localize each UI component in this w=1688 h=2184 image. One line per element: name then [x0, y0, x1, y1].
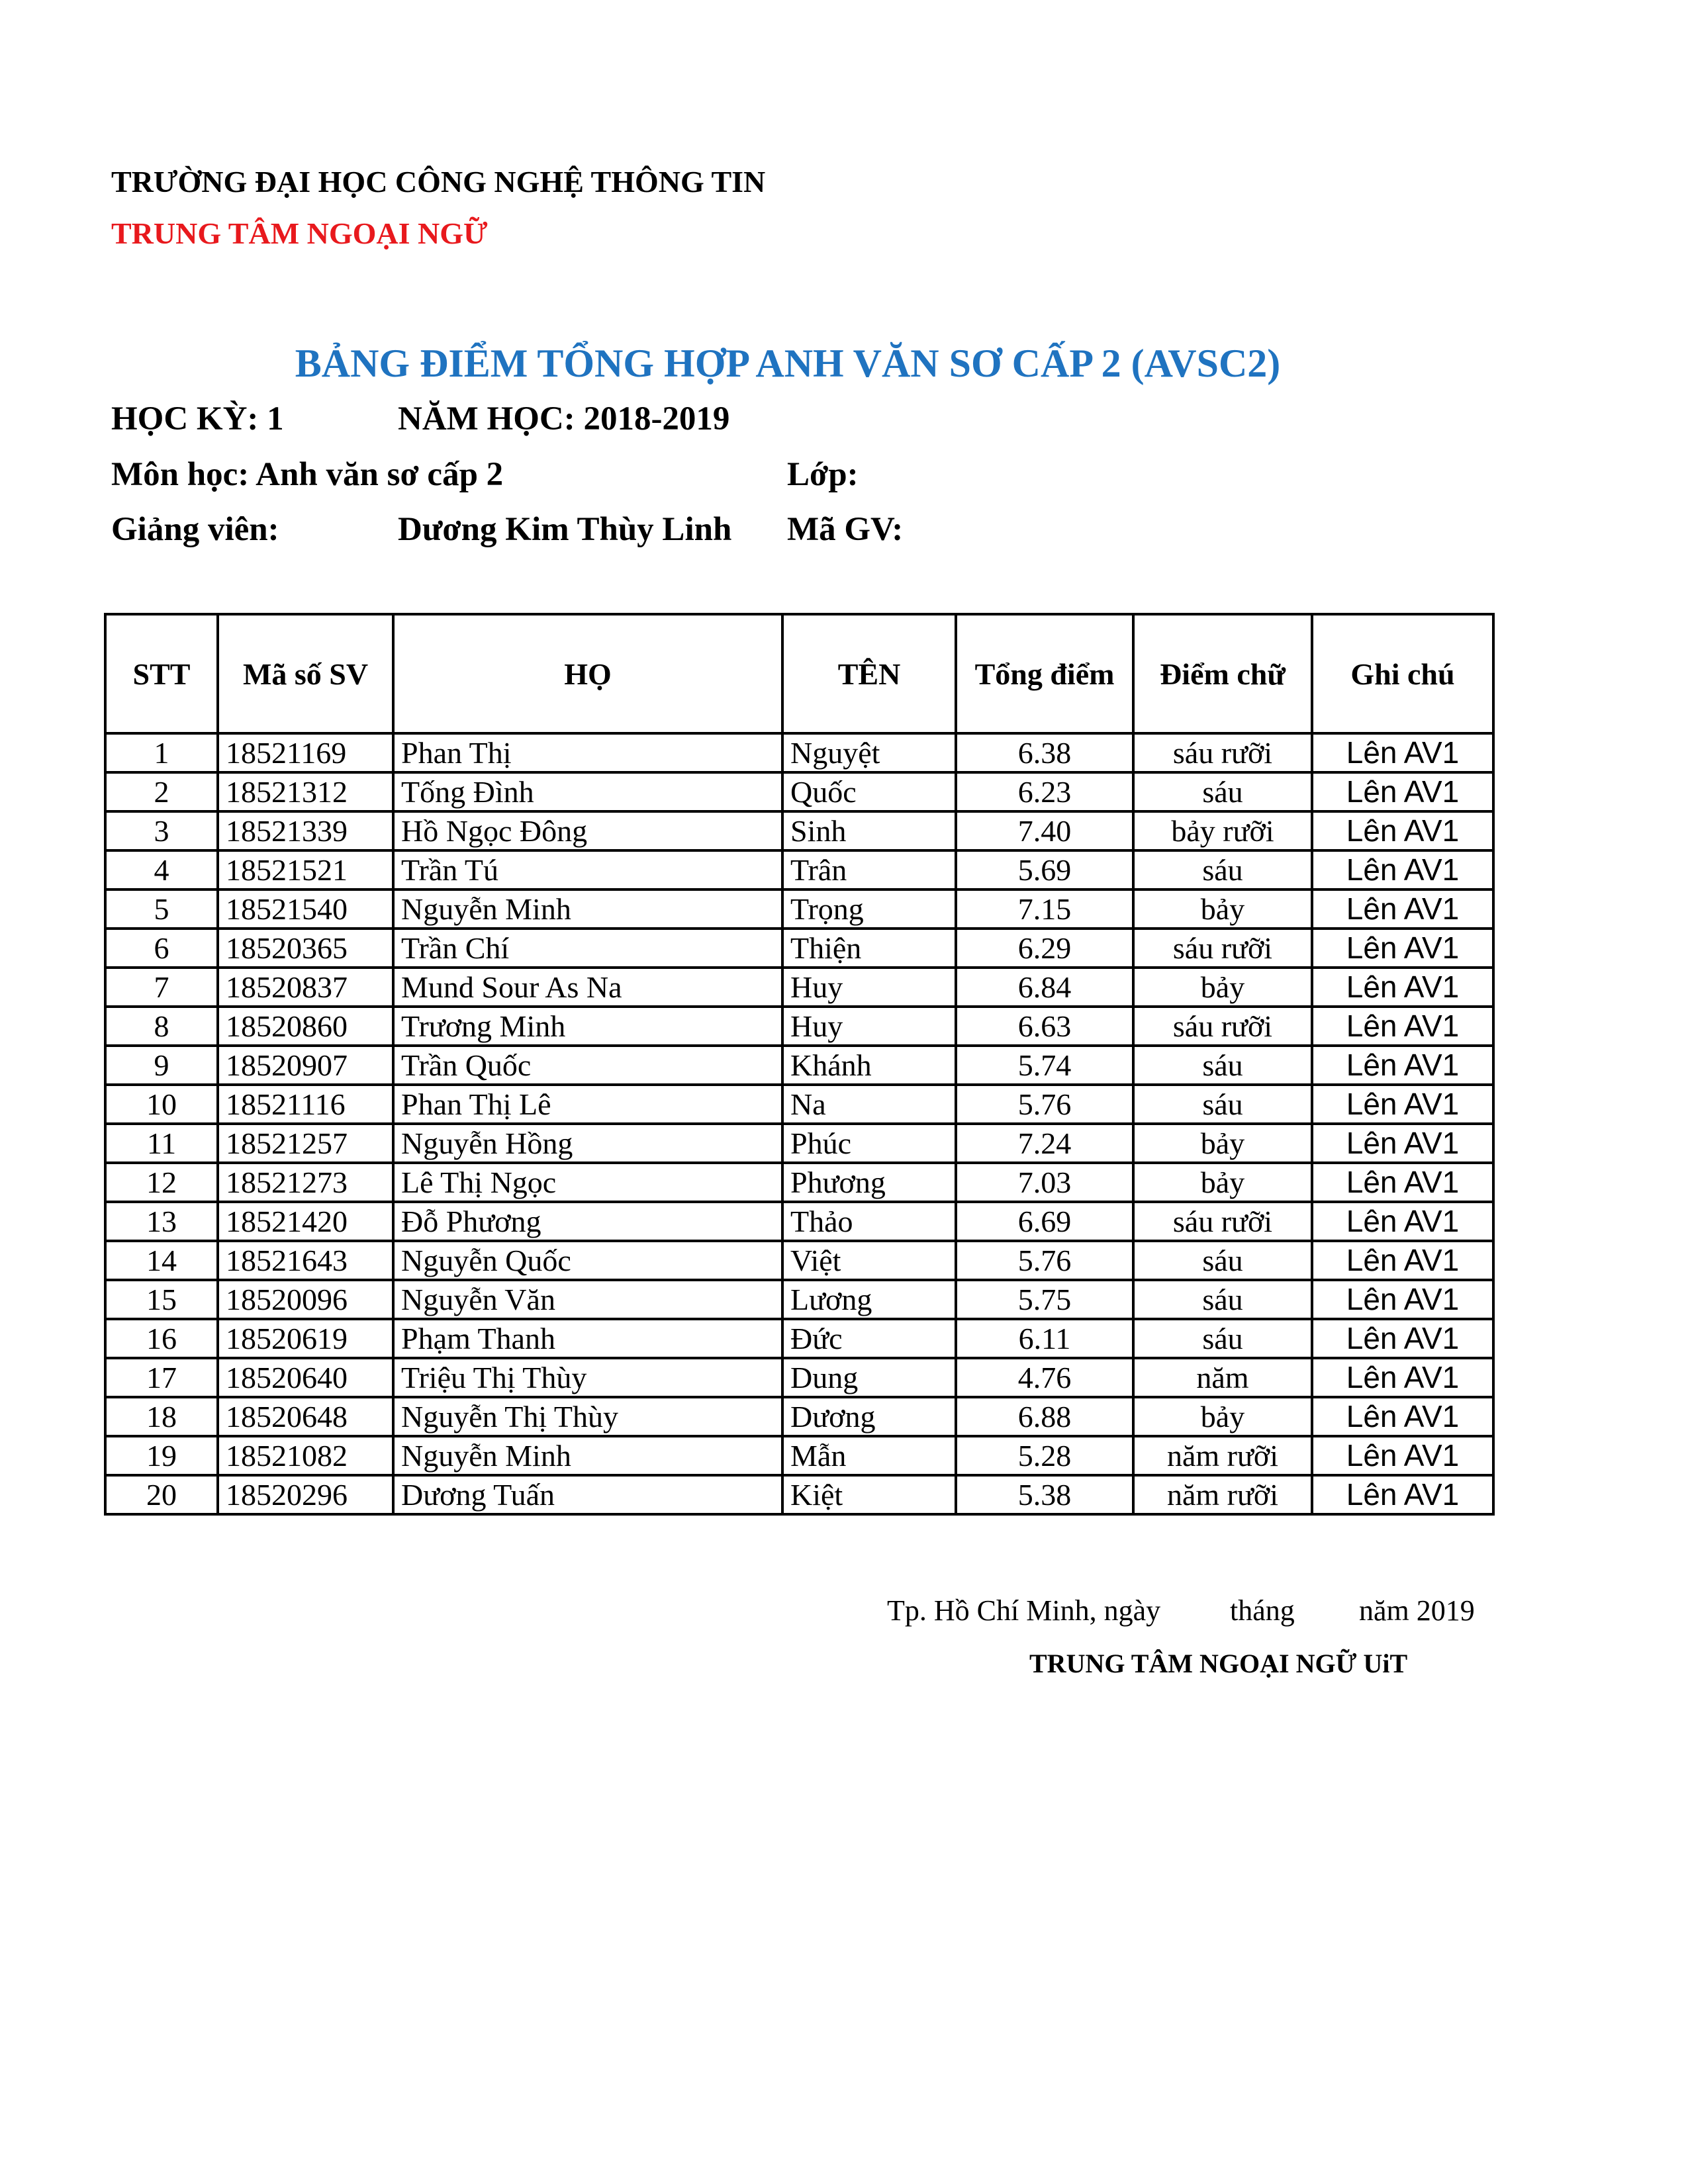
- cell-last-name: Phan Thị Lê: [393, 1085, 782, 1124]
- cell-student-id: 18520296: [218, 1475, 393, 1514]
- lecturer-name: Dương Kim Thùy Linh: [398, 511, 732, 548]
- cell-note: Lên AV1: [1312, 1475, 1493, 1514]
- cell-total-score: 6.23: [956, 772, 1133, 811]
- table-row: [105, 1436, 1493, 1475]
- cell-last-name: Nguyễn Quốc: [393, 1241, 782, 1280]
- center-name: TRUNG TÂM NGOẠI NGỮ: [111, 216, 488, 250]
- cell-student-id: 18521339: [218, 811, 393, 850]
- cell-total-score: 4.76: [956, 1358, 1133, 1397]
- cell-total-score: 6.63: [956, 1007, 1133, 1046]
- cell-stt: 13: [105, 1202, 218, 1241]
- cell-student-id: 18520096: [218, 1280, 393, 1319]
- cell-score-words: sáu rưỡi: [1133, 1202, 1312, 1241]
- cell-first-name: Thảo: [782, 1202, 956, 1241]
- cell-last-name: Nguyễn Văn: [393, 1280, 782, 1319]
- cell-student-id: 18521257: [218, 1124, 393, 1163]
- cell-stt: 6: [105, 929, 218, 968]
- cell-last-name: Nguyễn Minh: [393, 1436, 782, 1475]
- page-title: BẢNG ĐIỂM TỔNG HỢP ANH VĂN SƠ CẤP 2 (AVSC2): [295, 341, 1281, 385]
- cell-first-name: Phương: [782, 1163, 956, 1202]
- cell-total-score: 5.74: [956, 1046, 1133, 1085]
- cell-score-words: sáu: [1133, 772, 1312, 811]
- cell-stt: 20: [105, 1475, 218, 1514]
- cell-student-id: 18520860: [218, 1007, 393, 1046]
- cell-last-name: Trần Quốc: [393, 1046, 782, 1085]
- cell-student-id: 18520640: [218, 1358, 393, 1397]
- cell-stt: 19: [105, 1436, 218, 1475]
- table-row: [105, 1397, 1493, 1436]
- cell-total-score: 6.11: [956, 1319, 1133, 1358]
- cell-note: Lên AV1: [1312, 1046, 1493, 1085]
- cell-note: Lên AV1: [1312, 968, 1493, 1007]
- table-row: [105, 1280, 1493, 1319]
- cell-first-name: Quốc: [782, 772, 956, 811]
- cell-stt: 10: [105, 1085, 218, 1124]
- cell-stt: 18: [105, 1397, 218, 1436]
- cell-first-name: Nguyệt: [782, 733, 956, 772]
- cell-note: Lên AV1: [1312, 1085, 1493, 1124]
- cell-first-name: Đức: [782, 1319, 956, 1358]
- cell-total-score: 6.84: [956, 968, 1133, 1007]
- cell-score-words: bảy: [1133, 968, 1312, 1007]
- cell-stt: 12: [105, 1163, 218, 1202]
- footer-date-place: Tp. Hồ Chí Minh, ngày: [887, 1594, 1161, 1627]
- cell-note: Lên AV1: [1312, 1358, 1493, 1397]
- cell-score-words: sáu: [1133, 850, 1312, 889]
- cell-note: Lên AV1: [1312, 929, 1493, 968]
- cell-last-name: Dương Tuấn: [393, 1475, 782, 1514]
- cell-student-id: 18521521: [218, 850, 393, 889]
- cell-student-id: 18521273: [218, 1163, 393, 1202]
- table-row: [105, 1124, 1493, 1163]
- table-row: [105, 811, 1493, 850]
- table-row: [105, 929, 1493, 968]
- cell-stt: 15: [105, 1280, 218, 1319]
- cell-total-score: 7.24: [956, 1124, 1133, 1163]
- cell-last-name: Mund Sour As Na: [393, 968, 782, 1007]
- cell-note: Lên AV1: [1312, 1397, 1493, 1436]
- cell-score-words: bảy rưỡi: [1133, 811, 1312, 850]
- cell-note: Lên AV1: [1312, 1436, 1493, 1475]
- header-total-score: Tổng điểm: [956, 614, 1133, 733]
- cell-student-id: 18521312: [218, 772, 393, 811]
- cell-last-name: Tống Đình: [393, 772, 782, 811]
- semester-label: HỌC KỲ: 1: [111, 400, 284, 437]
- school-name: TRƯỜNG ĐẠI HỌC CÔNG NGHỆ THÔNG TIN: [111, 165, 766, 199]
- cell-stt: 16: [105, 1319, 218, 1358]
- cell-note: Lên AV1: [1312, 811, 1493, 850]
- cell-student-id: 18520648: [218, 1397, 393, 1436]
- cell-last-name: Triệu Thị Thùy: [393, 1358, 782, 1397]
- cell-total-score: 5.38: [956, 1475, 1133, 1514]
- cell-first-name: Na: [782, 1085, 956, 1124]
- cell-stt: 7: [105, 968, 218, 1007]
- cell-last-name: Phạm Thanh: [393, 1319, 782, 1358]
- cell-stt: 2: [105, 772, 218, 811]
- cell-stt: 11: [105, 1124, 218, 1163]
- cell-note: Lên AV1: [1312, 1319, 1493, 1358]
- cell-score-words: bảy: [1133, 1124, 1312, 1163]
- cell-first-name: Phúc: [782, 1124, 956, 1163]
- cell-total-score: 5.28: [956, 1436, 1133, 1475]
- header-last-name: HỌ: [393, 614, 782, 733]
- header-student-id: Mã số SV: [218, 614, 393, 733]
- cell-stt: 8: [105, 1007, 218, 1046]
- cell-student-id: 18521116: [218, 1085, 393, 1124]
- cell-note: Lên AV1: [1312, 772, 1493, 811]
- cell-stt: 3: [105, 811, 218, 850]
- cell-last-name: Phan Thị: [393, 733, 782, 772]
- cell-stt: 5: [105, 889, 218, 929]
- cell-note: Lên AV1: [1312, 1163, 1493, 1202]
- cell-first-name: Dương: [782, 1397, 956, 1436]
- footer-date-month: tháng: [1230, 1594, 1295, 1627]
- table-row: [105, 1358, 1493, 1397]
- cell-last-name: Nguyễn Hồng: [393, 1124, 782, 1163]
- grades-table: [104, 613, 1495, 1516]
- table-row: [105, 1241, 1493, 1280]
- cell-note: Lên AV1: [1312, 733, 1493, 772]
- cell-score-words: bảy: [1133, 889, 1312, 929]
- cell-score-words: năm rưỡi: [1133, 1475, 1312, 1514]
- cell-note: Lên AV1: [1312, 850, 1493, 889]
- cell-total-score: 6.38: [956, 733, 1133, 772]
- cell-first-name: Kiệt: [782, 1475, 956, 1514]
- cell-total-score: 6.29: [956, 929, 1133, 968]
- cell-last-name: Hồ Ngọc Đông: [393, 811, 782, 850]
- cell-first-name: Khánh: [782, 1046, 956, 1085]
- cell-stt: 1: [105, 733, 218, 772]
- table-row: [105, 1475, 1493, 1514]
- footer-signature: TRUNG TÂM NGOẠI NGỮ UiT: [1029, 1649, 1408, 1678]
- cell-first-name: Việt: [782, 1241, 956, 1280]
- table-row: [105, 1085, 1493, 1124]
- cell-last-name: Nguyễn Minh: [393, 889, 782, 929]
- cell-last-name: Trần Chí: [393, 929, 782, 968]
- cell-last-name: Đỗ Phương: [393, 1202, 782, 1241]
- cell-first-name: Thiện: [782, 929, 956, 968]
- cell-first-name: Mẫn: [782, 1436, 956, 1475]
- cell-total-score: 6.88: [956, 1397, 1133, 1436]
- cell-score-words: sáu rưỡi: [1133, 929, 1312, 968]
- cell-last-name: Trương Minh: [393, 1007, 782, 1046]
- cell-score-words: bảy: [1133, 1163, 1312, 1202]
- table-row: [105, 1046, 1493, 1085]
- cell-first-name: Trân: [782, 850, 956, 889]
- cell-score-words: năm rưỡi: [1133, 1436, 1312, 1475]
- header-score-words: Điểm chữ: [1133, 614, 1312, 733]
- header-stt: STT: [105, 614, 218, 733]
- cell-total-score: 5.76: [956, 1085, 1133, 1124]
- cell-score-words: sáu: [1133, 1085, 1312, 1124]
- header-note: Ghi chú: [1312, 614, 1493, 733]
- cell-last-name: Lê Thị Ngọc: [393, 1163, 782, 1202]
- table-row: [105, 850, 1493, 889]
- cell-total-score: 7.40: [956, 811, 1133, 850]
- header-first-name: TÊN: [782, 614, 956, 733]
- cell-first-name: Huy: [782, 968, 956, 1007]
- cell-total-score: 5.76: [956, 1241, 1133, 1280]
- cell-total-score: 5.75: [956, 1280, 1133, 1319]
- cell-student-id: 18520907: [218, 1046, 393, 1085]
- cell-score-words: sáu rưỡi: [1133, 1007, 1312, 1046]
- school-year-label: NĂM HỌC: 2018-2019: [398, 400, 730, 437]
- lecturer-label: Giảng viên:: [111, 511, 279, 548]
- cell-student-id: 18521082: [218, 1436, 393, 1475]
- cell-total-score: 6.69: [956, 1202, 1133, 1241]
- subject-label: Môn học: Anh văn sơ cấp 2: [111, 456, 504, 493]
- cell-score-words: sáu: [1133, 1241, 1312, 1280]
- cell-total-score: 7.03: [956, 1163, 1133, 1202]
- cell-first-name: Lương: [782, 1280, 956, 1319]
- cell-student-id: 18521643: [218, 1241, 393, 1280]
- table-row: [105, 1007, 1493, 1046]
- cell-first-name: Sinh: [782, 811, 956, 850]
- cell-stt: 9: [105, 1046, 218, 1085]
- table-row: [105, 1319, 1493, 1358]
- table-row: [105, 889, 1493, 929]
- footer-date-year: năm 2019: [1359, 1594, 1475, 1627]
- cell-score-words: bảy: [1133, 1397, 1312, 1436]
- cell-last-name: Nguyễn Thị Thùy: [393, 1397, 782, 1436]
- cell-score-words: năm: [1133, 1358, 1312, 1397]
- table-row: [105, 772, 1493, 811]
- table-row: [105, 1163, 1493, 1202]
- cell-stt: 14: [105, 1241, 218, 1280]
- table-row: [105, 1202, 1493, 1241]
- cell-note: Lên AV1: [1312, 889, 1493, 929]
- cell-stt: 17: [105, 1358, 218, 1397]
- table-row: [105, 733, 1493, 772]
- cell-note: Lên AV1: [1312, 1007, 1493, 1046]
- table-header-row: [105, 614, 1493, 733]
- cell-student-id: 18520837: [218, 968, 393, 1007]
- cell-note: Lên AV1: [1312, 1202, 1493, 1241]
- cell-note: Lên AV1: [1312, 1124, 1493, 1163]
- cell-first-name: Huy: [782, 1007, 956, 1046]
- cell-student-id: 18521169: [218, 733, 393, 772]
- cell-score-words: sáu: [1133, 1280, 1312, 1319]
- cell-student-id: 18521540: [218, 889, 393, 929]
- cell-total-score: 7.15: [956, 889, 1133, 929]
- cell-note: Lên AV1: [1312, 1280, 1493, 1319]
- cell-first-name: Dung: [782, 1358, 956, 1397]
- table-row: [105, 968, 1493, 1007]
- cell-score-words: sáu: [1133, 1046, 1312, 1085]
- class-label: Lớp:: [787, 456, 859, 493]
- cell-first-name: Trọng: [782, 889, 956, 929]
- lecturer-code-label: Mã GV:: [787, 511, 904, 548]
- cell-student-id: 18521420: [218, 1202, 393, 1241]
- cell-stt: 4: [105, 850, 218, 889]
- cell-student-id: 18520619: [218, 1319, 393, 1358]
- cell-note: Lên AV1: [1312, 1241, 1493, 1280]
- cell-total-score: 5.69: [956, 850, 1133, 889]
- cell-score-words: sáu: [1133, 1319, 1312, 1358]
- cell-last-name: Trần Tú: [393, 850, 782, 889]
- cell-student-id: 18520365: [218, 929, 393, 968]
- cell-score-words: sáu rưỡi: [1133, 733, 1312, 772]
